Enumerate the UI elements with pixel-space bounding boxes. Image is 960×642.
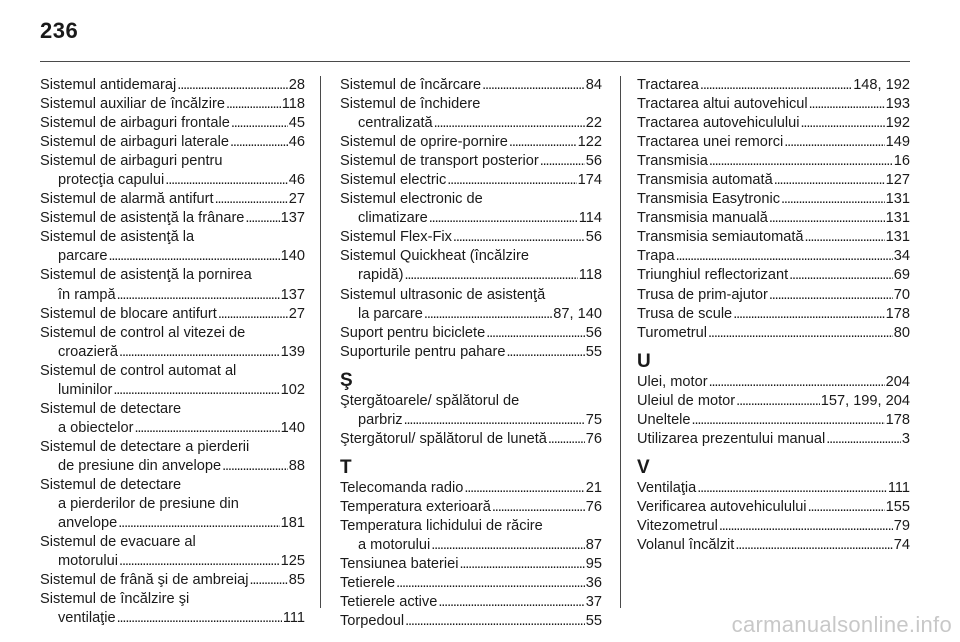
index-entry <box>40 114 305 133</box>
entry-text: la parcare <box>358 305 423 322</box>
index-entry <box>340 343 602 362</box>
page-number: 236 <box>40 18 79 43</box>
entry-page-ref: 55 <box>585 343 602 360</box>
index-letter-heading: Ş <box>340 369 353 391</box>
entry-text: Utilizarea prezentului manual <box>637 430 826 447</box>
entry-text: luminilor <box>58 381 113 398</box>
entry-page-ref: 118 <box>281 96 305 113</box>
dot-leader <box>431 536 585 555</box>
index-entry <box>340 593 602 612</box>
index-entry <box>40 266 305 304</box>
dot-leader <box>434 114 585 133</box>
entry-text: de presiune din anvelope <box>58 457 222 474</box>
index-entry <box>637 430 910 449</box>
index-entry <box>40 590 305 628</box>
dot-leader <box>692 411 885 430</box>
dot-leader <box>231 114 288 133</box>
entry-text: Sistemul de airbaguri frontale <box>40 115 230 132</box>
dot-leader <box>177 76 287 95</box>
entry-text: Sistemul de airbaguri pentru <box>40 153 223 170</box>
dot-leader <box>509 133 577 152</box>
entry-text: Sistemul de detectare <box>40 400 182 417</box>
entry-page-ref: 140 <box>280 248 305 265</box>
index-entry <box>340 612 602 631</box>
entry-text: Sistemul Quickheat (încălzire <box>340 248 529 265</box>
entry-text: Tractarea autovehiculului <box>637 115 800 132</box>
entry-text: Tractarea unei remorci <box>637 134 784 151</box>
index-entry <box>40 324 305 362</box>
dot-leader <box>769 209 885 228</box>
entry-text: Suport pentru biciclete <box>340 324 486 341</box>
entry-page-ref: 114 <box>578 210 602 227</box>
index-entry <box>637 76 910 95</box>
entry-page-ref: 37 <box>585 594 602 611</box>
entry-text: parbriz <box>358 411 403 428</box>
dot-leader <box>396 574 585 593</box>
entry-text: Sistemul de detectare <box>40 476 182 493</box>
entry-text: protecţia capului <box>58 172 165 189</box>
entry-page-ref: 178 <box>885 411 910 428</box>
dot-leader <box>222 457 288 476</box>
watermark: carmanualsonline.info <box>731 612 952 637</box>
index-entry <box>340 286 602 324</box>
entry-page-ref: 46 <box>288 134 305 151</box>
entry-text: Trusa de prim-ajutor <box>637 286 768 303</box>
entry-page-ref: 79 <box>893 517 910 534</box>
entry-text: Transmisia <box>637 153 708 170</box>
index-entry <box>40 209 305 228</box>
entry-page-ref: 178 <box>885 305 910 322</box>
dot-leader <box>218 305 288 324</box>
entry-text: Tetierele active <box>340 594 438 611</box>
entry-page-ref: 174 <box>577 172 602 189</box>
index-entry <box>637 247 910 266</box>
entry-text: Sistemul de asistenţă la frânare <box>40 210 245 227</box>
index-entry <box>340 76 602 95</box>
dot-leader <box>230 133 288 152</box>
dot-leader <box>447 171 576 190</box>
index-entry <box>340 430 602 449</box>
entry-text: Ştergătorul/ spălătorul de lunetă <box>340 430 547 447</box>
dot-leader <box>165 171 287 190</box>
entry-page-ref: 149 <box>885 134 910 151</box>
entry-text: a motorului <box>358 536 431 553</box>
entry-page-ref: 84 <box>585 77 602 93</box>
dot-leader <box>119 343 280 362</box>
index-entry <box>40 362 305 400</box>
entry-page-ref: 46 <box>288 172 305 189</box>
entry-page-ref: 137 <box>280 210 305 227</box>
entry-text: Transmisia manuală <box>637 210 768 227</box>
entry-text: Temperatura exterioară <box>340 498 491 515</box>
index-entry <box>340 498 602 517</box>
index-entry <box>637 305 910 324</box>
entry-text: Uneltele <box>637 411 691 428</box>
dot-leader <box>809 95 885 114</box>
entry-text: Sistemul de control automat al <box>40 362 237 379</box>
entry-page-ref: 28 <box>288 77 305 93</box>
entry-page-ref: 102 <box>280 381 305 398</box>
entry-text: Verificarea autovehiculului <box>637 498 807 515</box>
entry-text: Sistemul electric <box>340 172 447 189</box>
dot-leader <box>492 498 585 517</box>
dot-leader <box>826 430 901 449</box>
entry-page-ref: 56 <box>585 229 602 246</box>
dot-leader <box>404 266 577 285</box>
entry-page-ref: 27 <box>288 191 305 208</box>
entry-text: parcare <box>58 248 108 265</box>
index-entry <box>637 190 910 209</box>
entry-page-ref: 56 <box>585 324 602 341</box>
index-entry <box>637 373 910 392</box>
index-entry <box>637 95 910 114</box>
index-entry <box>340 555 602 574</box>
dot-leader <box>709 152 893 171</box>
index-entry <box>340 324 602 343</box>
entry-page-ref: 148, 192 <box>853 77 910 93</box>
dot-leader <box>719 517 893 536</box>
entry-text: motorului <box>58 553 119 570</box>
dot-leader <box>482 76 585 95</box>
entry-text: croazieră <box>58 343 119 360</box>
dot-leader <box>808 498 885 517</box>
entry-page-ref: 80 <box>893 324 910 341</box>
entry-text: Sistemul de control al vitezei de <box>40 324 246 341</box>
entry-text: Sistemul de alarmă antifurt <box>40 191 214 208</box>
entry-text: Sistemul Flex-Fix <box>340 229 452 246</box>
entry-page-ref: 118 <box>578 267 602 284</box>
entry-page-ref: 122 <box>577 134 602 151</box>
dot-leader <box>404 411 585 430</box>
dot-leader <box>784 133 884 152</box>
entry-page-ref: 76 <box>585 430 602 447</box>
dot-leader <box>709 373 885 392</box>
index-column-1 <box>40 76 305 628</box>
entry-text: Ventilaţia <box>637 479 697 496</box>
index-entry <box>340 247 602 285</box>
dot-leader <box>507 343 585 362</box>
index-entry <box>637 517 910 536</box>
entry-page-ref: 131 <box>885 210 910 227</box>
index-entry <box>637 498 910 517</box>
entry-text: Sistemul ultrasonic de asistenţă <box>340 286 546 303</box>
entry-text: Sistemul de blocare antifurt <box>40 305 217 322</box>
dot-leader <box>697 479 887 498</box>
dot-leader <box>249 571 287 590</box>
index-letter-heading: U <box>637 350 651 372</box>
entry-text: Ştergătoarele/ spălătorul de <box>340 392 520 409</box>
dot-leader <box>733 305 884 324</box>
header-rule <box>40 61 910 62</box>
dot-leader <box>245 209 279 228</box>
entry-text: Uleiul de motor <box>637 392 736 409</box>
column-divider <box>620 76 621 608</box>
index-entry <box>340 392 602 430</box>
index-column-3 <box>637 76 910 555</box>
index-entry <box>340 190 602 228</box>
index-entry <box>40 152 305 190</box>
index-entry <box>340 171 602 190</box>
dot-leader <box>117 609 282 628</box>
entry-text: ventilaţie <box>58 610 116 627</box>
index-entry <box>40 476 305 533</box>
entry-text: Tensiunea bateriei <box>340 556 459 573</box>
entry-page-ref: 204 <box>885 373 910 390</box>
dot-leader <box>540 152 585 171</box>
index-entry <box>40 133 305 152</box>
entry-page-ref: 155 <box>885 498 910 515</box>
entry-text: în rampă <box>58 286 116 303</box>
entry-text: Trusa de scule <box>637 305 733 322</box>
dot-leader <box>781 190 885 209</box>
entry-page-ref: 137 <box>280 286 305 303</box>
dot-leader <box>769 286 893 305</box>
entry-page-ref: 95 <box>585 556 602 573</box>
entry-text: Turometrul <box>637 324 708 341</box>
index-column-2 <box>340 76 602 631</box>
index-entry <box>637 392 910 411</box>
entry-text: Sistemul de airbaguri laterale <box>40 134 230 151</box>
index-entry <box>340 479 602 498</box>
entry-page-ref: 127 <box>885 172 910 189</box>
entry-text: Sistemul de asistenţă la pornirea <box>40 267 252 284</box>
entry-text: rapidă) <box>358 267 404 284</box>
entry-text: Sistemul antidemaraj <box>40 77 177 93</box>
entry-page-ref: 131 <box>885 191 910 208</box>
entry-text: Tractarea altui autovehicul <box>637 96 808 113</box>
dot-leader <box>801 114 885 133</box>
entry-page-ref: 111 <box>282 610 305 627</box>
entry-page-ref: 192 <box>885 115 910 132</box>
index-entry <box>340 574 602 593</box>
entry-page-ref: 36 <box>585 575 602 592</box>
index-entry <box>637 266 910 285</box>
entry-page-ref: 22 <box>585 115 602 132</box>
entry-text: Sistemul de asistenţă la <box>40 229 195 246</box>
index-entry <box>637 152 910 171</box>
dot-leader <box>424 305 552 324</box>
entry-text: Sistemul de încărcare <box>340 77 482 93</box>
dot-leader <box>438 593 584 612</box>
index-entry <box>340 95 602 133</box>
index-entry <box>637 324 910 343</box>
entry-page-ref: 56 <box>585 153 602 170</box>
entry-text: Sistemul de detectare a pierderii <box>40 438 250 455</box>
entry-page-ref: 74 <box>893 536 910 553</box>
dot-leader <box>774 171 885 190</box>
entry-text: Ulei, motor <box>637 373 708 390</box>
entry-page-ref: 34 <box>893 248 910 265</box>
dot-leader <box>215 190 288 209</box>
dot-leader <box>700 76 852 95</box>
dot-leader <box>108 247 279 266</box>
entry-page-ref: 131 <box>885 229 910 246</box>
index-entry <box>637 286 910 305</box>
entry-text: Temperatura lichidului de răcire <box>340 517 543 534</box>
dot-leader <box>113 381 279 400</box>
index-entry <box>40 95 305 114</box>
index-entry <box>340 152 602 171</box>
entry-page-ref: 21 <box>585 479 602 496</box>
dot-leader <box>226 95 281 114</box>
entry-text: a pierderilor de presiune din <box>58 496 239 513</box>
index-entry <box>637 209 910 228</box>
entry-page-ref: 181 <box>280 515 305 532</box>
entry-text: Sistemul de transport posterior <box>340 153 539 170</box>
index-entry <box>637 133 910 152</box>
index-entry <box>637 171 910 190</box>
column-divider <box>320 76 321 608</box>
entry-page-ref: 75 <box>585 411 602 428</box>
entry-text: Sistemul electronic de <box>340 191 483 208</box>
index-entry <box>637 228 910 247</box>
index-entry <box>637 479 910 498</box>
entry-text: Trapa <box>637 248 675 265</box>
entry-text: Sistemul de închidere <box>340 96 481 113</box>
entry-text: Triunghiul reflectorizant <box>637 267 789 284</box>
index-entry <box>40 571 305 590</box>
dot-leader <box>735 536 892 555</box>
index-entry <box>637 411 910 430</box>
entry-page-ref: 88 <box>288 457 305 474</box>
index-entry <box>40 533 305 571</box>
entry-page-ref: 87 <box>585 536 602 553</box>
dot-leader <box>676 247 893 266</box>
index-entry <box>637 114 910 133</box>
entry-text: centralizată <box>358 115 433 132</box>
dot-leader <box>548 430 585 449</box>
entry-text: Transmisia Easytronic <box>637 191 781 208</box>
entry-page-ref: 111 <box>887 479 910 496</box>
entry-page-ref: 139 <box>280 343 305 360</box>
dot-leader <box>134 419 279 438</box>
entry-text: Tetierele <box>340 575 396 592</box>
entry-text: Torpedoul <box>340 613 405 630</box>
dot-leader <box>429 209 578 228</box>
entry-text: a obiectelor <box>58 419 134 436</box>
index-letter-heading: T <box>340 456 352 478</box>
index-entry <box>340 133 602 152</box>
entry-text: Transmisia semiautomată <box>637 229 804 246</box>
entry-page-ref: 70 <box>893 286 910 303</box>
entry-page-ref: 3 <box>901 430 910 447</box>
entry-text: Sistemul auxiliar de încălzire <box>40 96 225 113</box>
entry-text: Sistemul de frână şi de ambreiaj <box>40 572 249 589</box>
entry-page-ref: 157, 199, 204 <box>820 392 910 409</box>
entry-text: Sistemul de oprire-pornire <box>340 134 508 151</box>
dot-leader <box>736 392 820 411</box>
entry-page-ref: 16 <box>893 153 910 170</box>
index-entry <box>340 517 602 555</box>
dot-leader <box>453 228 585 247</box>
index-entry <box>40 438 305 476</box>
dot-leader <box>405 612 585 631</box>
dot-leader <box>486 324 585 343</box>
index-entry <box>340 228 602 247</box>
entry-page-ref: 193 <box>885 96 910 113</box>
entry-text: climatizare <box>358 210 428 227</box>
index-entry <box>40 190 305 209</box>
index-entry <box>40 400 305 438</box>
entry-page-ref: 87, 140 <box>553 305 602 322</box>
entry-text: Transmisia automată <box>637 172 773 189</box>
dot-leader <box>459 555 584 574</box>
entry-page-ref: 69 <box>893 267 910 284</box>
entry-text: Volanul încălzit <box>637 536 735 553</box>
entry-text: Telecomanda radio <box>340 479 464 496</box>
entry-text: Suporturile pentru pahare <box>340 343 506 360</box>
entry-page-ref: 125 <box>280 553 305 570</box>
entry-text: Tractarea <box>637 77 699 93</box>
entry-page-ref: 27 <box>288 305 305 322</box>
entry-page-ref: 45 <box>288 115 305 132</box>
entry-text: Vitezometrul <box>637 517 718 534</box>
dot-leader <box>464 479 584 498</box>
dot-leader <box>708 324 893 343</box>
index-entry <box>637 536 910 555</box>
entry-page-ref: 76 <box>585 498 602 515</box>
entry-text: anvelope <box>58 515 118 532</box>
dot-leader <box>805 228 885 247</box>
entry-text: Sistemul de evacuare al <box>40 534 196 551</box>
dot-leader <box>119 552 280 571</box>
index-entry <box>40 76 305 95</box>
index-letter-heading: V <box>637 456 650 478</box>
entry-text: Sistemul de încălzire şi <box>40 591 190 608</box>
dot-leader <box>117 286 280 305</box>
entry-page-ref: 140 <box>280 419 305 436</box>
entry-page-ref: 85 <box>288 572 305 589</box>
dot-leader <box>789 266 893 285</box>
entry-page-ref: 55 <box>585 613 602 630</box>
index-entry <box>40 228 305 266</box>
dot-leader <box>118 514 279 533</box>
index-entry <box>40 305 305 324</box>
